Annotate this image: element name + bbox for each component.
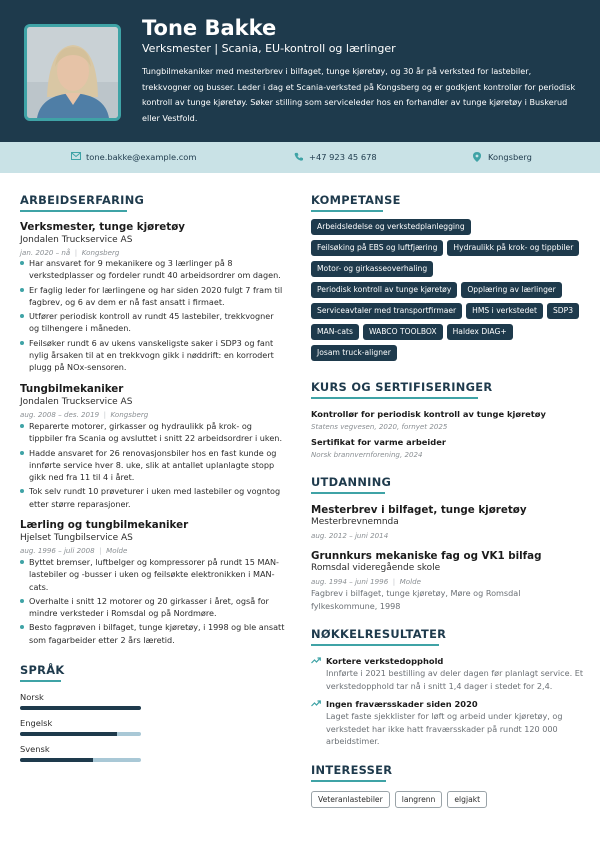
- achievement-title: Kortere verkstedopphold: [326, 656, 444, 666]
- section-underline: [311, 644, 439, 646]
- contact-email[interactable]: [86, 152, 196, 162]
- language-level-fill: [20, 706, 141, 710]
- section-title-interests: INTERESSER: [311, 763, 393, 777]
- section-title-education: UTDANNING: [311, 475, 392, 489]
- interest-tag: Veteranlastebiler: [311, 791, 390, 808]
- trend-up-icon: [311, 657, 321, 664]
- job-meta: aug. 2008 – des. 2019 | Kongsberg: [20, 410, 149, 419]
- education-place: Molde: [399, 577, 421, 586]
- job-title: Tungbilmekaniker: [20, 383, 124, 395]
- language-name: Engelsk: [20, 718, 53, 728]
- bullet-item: Hadde ansvaret for 26 renovasjonsbiler hos en fast kunde og innførte service hver 8. uke, slik at antallet uplanlagte stopp gikk ned fra 11 til 4 i året.: [20, 447, 286, 484]
- bullet-item: Byttet bremser, luftbelger og kompressorer på rundt 15 MAN-lastebiler og -busser i uken og feilsøkte elektronikken i MAN-cats.: [20, 556, 286, 593]
- skill-tag: WABCO TOOLBOX: [363, 324, 443, 340]
- job-bullets: [20, 257, 286, 376]
- section-title-languages: SPRÅK: [20, 663, 65, 677]
- section-underline: [20, 210, 127, 212]
- job-company: Jondalen Truckservice AS: [20, 235, 133, 245]
- education-title: Mesterbrev i bilfaget, tunge kjøretøy: [311, 504, 527, 516]
- bullet-item: Tok selv rundt 10 prøveturer i uken med lastebiler og vogntog etter større reparasjoner.: [20, 485, 286, 510]
- job-meta: aug. 1996 – juli 2008 | Molde: [20, 546, 128, 555]
- section-title-skills: KOMPETANSE: [311, 193, 401, 207]
- education-meta: aug. 1994 – juni 1996 | Molde: [311, 577, 421, 586]
- bullet-item: Er faglig leder for lærlingene og har siden 2020 fulgt 7 fram til fagbrev, og 6 av dem er nå fast ansatt i firmaet.: [20, 284, 286, 309]
- section-underline: [311, 210, 383, 212]
- education-title: Grunnkurs mekaniske fag og VK1 bilfag: [311, 550, 542, 562]
- section-title-experience: ARBEIDSERFARING: [20, 193, 145, 207]
- language-level-bar: [20, 706, 141, 710]
- job-company: Hjelset Tungbilservice AS: [20, 533, 133, 543]
- skill-tag: MAN-cats: [311, 324, 359, 340]
- language-level-bar: [20, 732, 141, 736]
- job-meta: jan. 2020 – nå | Kongsberg: [20, 248, 120, 257]
- contact-phone[interactable]: [309, 152, 377, 162]
- job-company: Jondalen Truckservice AS: [20, 397, 133, 407]
- bullet-item: Besto fagprøven i bilfaget, tunge kjøretøy, i 1998 og ble ansatt som fagarbeider etter 2 års læretid.: [20, 621, 286, 646]
- contact-location: [488, 152, 532, 162]
- education-description: Fagbrev i bilfaget, tunge kjøretøy, Møre og Romsdal fylkeskommune, 1998: [311, 588, 521, 611]
- location-text: Kongsberg: [488, 152, 532, 162]
- language-level-fill: [20, 732, 117, 736]
- job-place: Kongsberg: [81, 248, 120, 257]
- phone-text: +47 923 45 678: [309, 152, 377, 162]
- bullet-item: Utfører periodisk kontroll av rundt 45 lastebiler, trekkvogner og tilhengere i måneden.: [20, 310, 286, 335]
- course-title: Kontrollør for periodisk kontroll av tunge kjøretøy: [311, 409, 546, 419]
- skill-tag: HMS i verkstedet: [466, 303, 543, 319]
- course-title: Sertifikat for varme arbeider: [311, 437, 446, 447]
- bullet-item: Feilsøker rundt 6 av ukens vanskeligste saker i SDP3 og fant nylig årsaken til at en trekkvogn gikk i nøddrift: en korrodert plugg på NOx-sensoren.: [20, 337, 286, 374]
- course-meta: Statens vegvesen, 2020, fornyet 2025: [311, 422, 448, 431]
- section-title-courses: KURS OG SERTIFISERINGER: [311, 380, 493, 394]
- achievement-description: Laget faste sjekklister for løft og arbeid under kjøretøy, og verkstedet har ikke hatt fraværsskader på rundt 120 000 arbeidstimer.: [326, 711, 563, 746]
- course-meta: Norsk brannvernforening, 2024: [311, 450, 423, 459]
- candidate-name: Tone Bakke: [142, 16, 277, 40]
- language-name: Svensk: [20, 744, 50, 754]
- skill-tag: Josam truck-aligner: [311, 345, 397, 361]
- interest-tags: [311, 791, 487, 808]
- profile-summary: Tungbilmekaniker med mesterbrev i bilfaget, tunge kjøretøy, og 30 år på verksted for lastebiler, trekkvogner og busser. Leder i dag et Scania-verksted på Kongsberg og er godkjent kontrollør for periodisk kontroll av tunge kjøretøy. Søker stilling som serviceleder hos en forhandler av tunge kjøretøy i Buskerud eller Vestfold.: [142, 66, 576, 123]
- achievement-title: Ingen fraværsskader siden 2020: [326, 699, 478, 709]
- skill-tag: Serviceavtaler med transportfirmaer: [311, 303, 462, 319]
- skill-tag: Feilsøking på EBS og luftfjæring: [311, 240, 443, 256]
- contact-bar: [0, 142, 600, 173]
- bullet-item: Har ansvaret for 9 mekanikere og 3 lærlinger på 8 verkstedplasser og fordeler rundt 40 arbeidsordrer om dagen.: [20, 257, 286, 282]
- education-school: Mesterbrevnemnda: [311, 517, 399, 527]
- language-level-fill: [20, 758, 93, 762]
- job-place: Kongsberg: [110, 410, 149, 419]
- section-title-achievements: NØKKELRESULTATER: [311, 627, 447, 641]
- candidate-title: Verksmester | Scania, EU-kontroll og lærlinger: [142, 42, 396, 55]
- profile-photo: [24, 24, 121, 121]
- education-dates: aug. 1994 – juni 1996: [311, 577, 389, 586]
- job-bullets: [20, 420, 286, 512]
- mail-icon: [71, 152, 81, 160]
- bullet-item: Overhalte i snitt 12 motorer og 20 girkasser i året, også for mindre verksteder i Romsdal og på Nordmøre.: [20, 595, 286, 620]
- interest-tag: elgjakt: [447, 791, 487, 808]
- skill-tag: Hydraulikk på krok- og tippbiler: [447, 240, 579, 256]
- skill-tag: Haldex DIAG+: [447, 324, 513, 340]
- job-dates: aug. 1996 – juli 2008: [20, 546, 95, 555]
- skill-tag: SDP3: [547, 303, 579, 319]
- skill-tag: Periodisk kontroll av tunge kjøretøy: [311, 282, 457, 298]
- skill-tag: Arbeidsledelse og verkstedplanlegging: [311, 219, 471, 235]
- interest-tag: langrenn: [395, 791, 443, 808]
- section-underline: [20, 680, 61, 682]
- phone-icon: [294, 152, 303, 161]
- skill-tag: Opplæring av lærlinger: [461, 282, 561, 298]
- job-title: Lærling og tungbilmekaniker: [20, 519, 189, 531]
- email-text: tone.bakke@example.com: [86, 152, 197, 162]
- bullet-item: Reparerte motorer, girkasser og hydraulikk på krok- og tippbiler fra Scania og avsluttet i snitt 22 arbeidsordrer i uken.: [20, 420, 286, 445]
- achievement-description: Innførte i 2021 bestilling av deler dagen før planlagt service. Et verkstedopphold tar nå i snitt 1,4 dager i stedet for 2,4.: [326, 668, 584, 691]
- language-name: Norsk: [20, 692, 44, 702]
- education-meta: aug. 2012 – juni 2014: [311, 531, 389, 540]
- section-underline: [311, 397, 478, 399]
- skill-tags: [311, 219, 581, 361]
- section-underline: [311, 492, 385, 494]
- location-pin-icon: [473, 152, 481, 162]
- language-level-bar: [20, 758, 141, 762]
- trend-up-icon: [311, 700, 321, 707]
- education-school: Romsdal videregående skole: [311, 563, 441, 573]
- job-place: Molde: [106, 546, 128, 555]
- skill-tag: Motor- og girkasseoverhaling: [311, 261, 433, 277]
- job-bullets: [20, 556, 286, 648]
- job-dates: aug. 2008 – des. 2019: [20, 410, 100, 419]
- portrait-image: [27, 27, 118, 118]
- section-underline: [311, 780, 386, 782]
- job-dates: jan. 2020 – nå: [20, 248, 71, 257]
- job-title: Verksmester, tunge kjøretøy: [20, 221, 185, 233]
- resume-header: [0, 0, 600, 142]
